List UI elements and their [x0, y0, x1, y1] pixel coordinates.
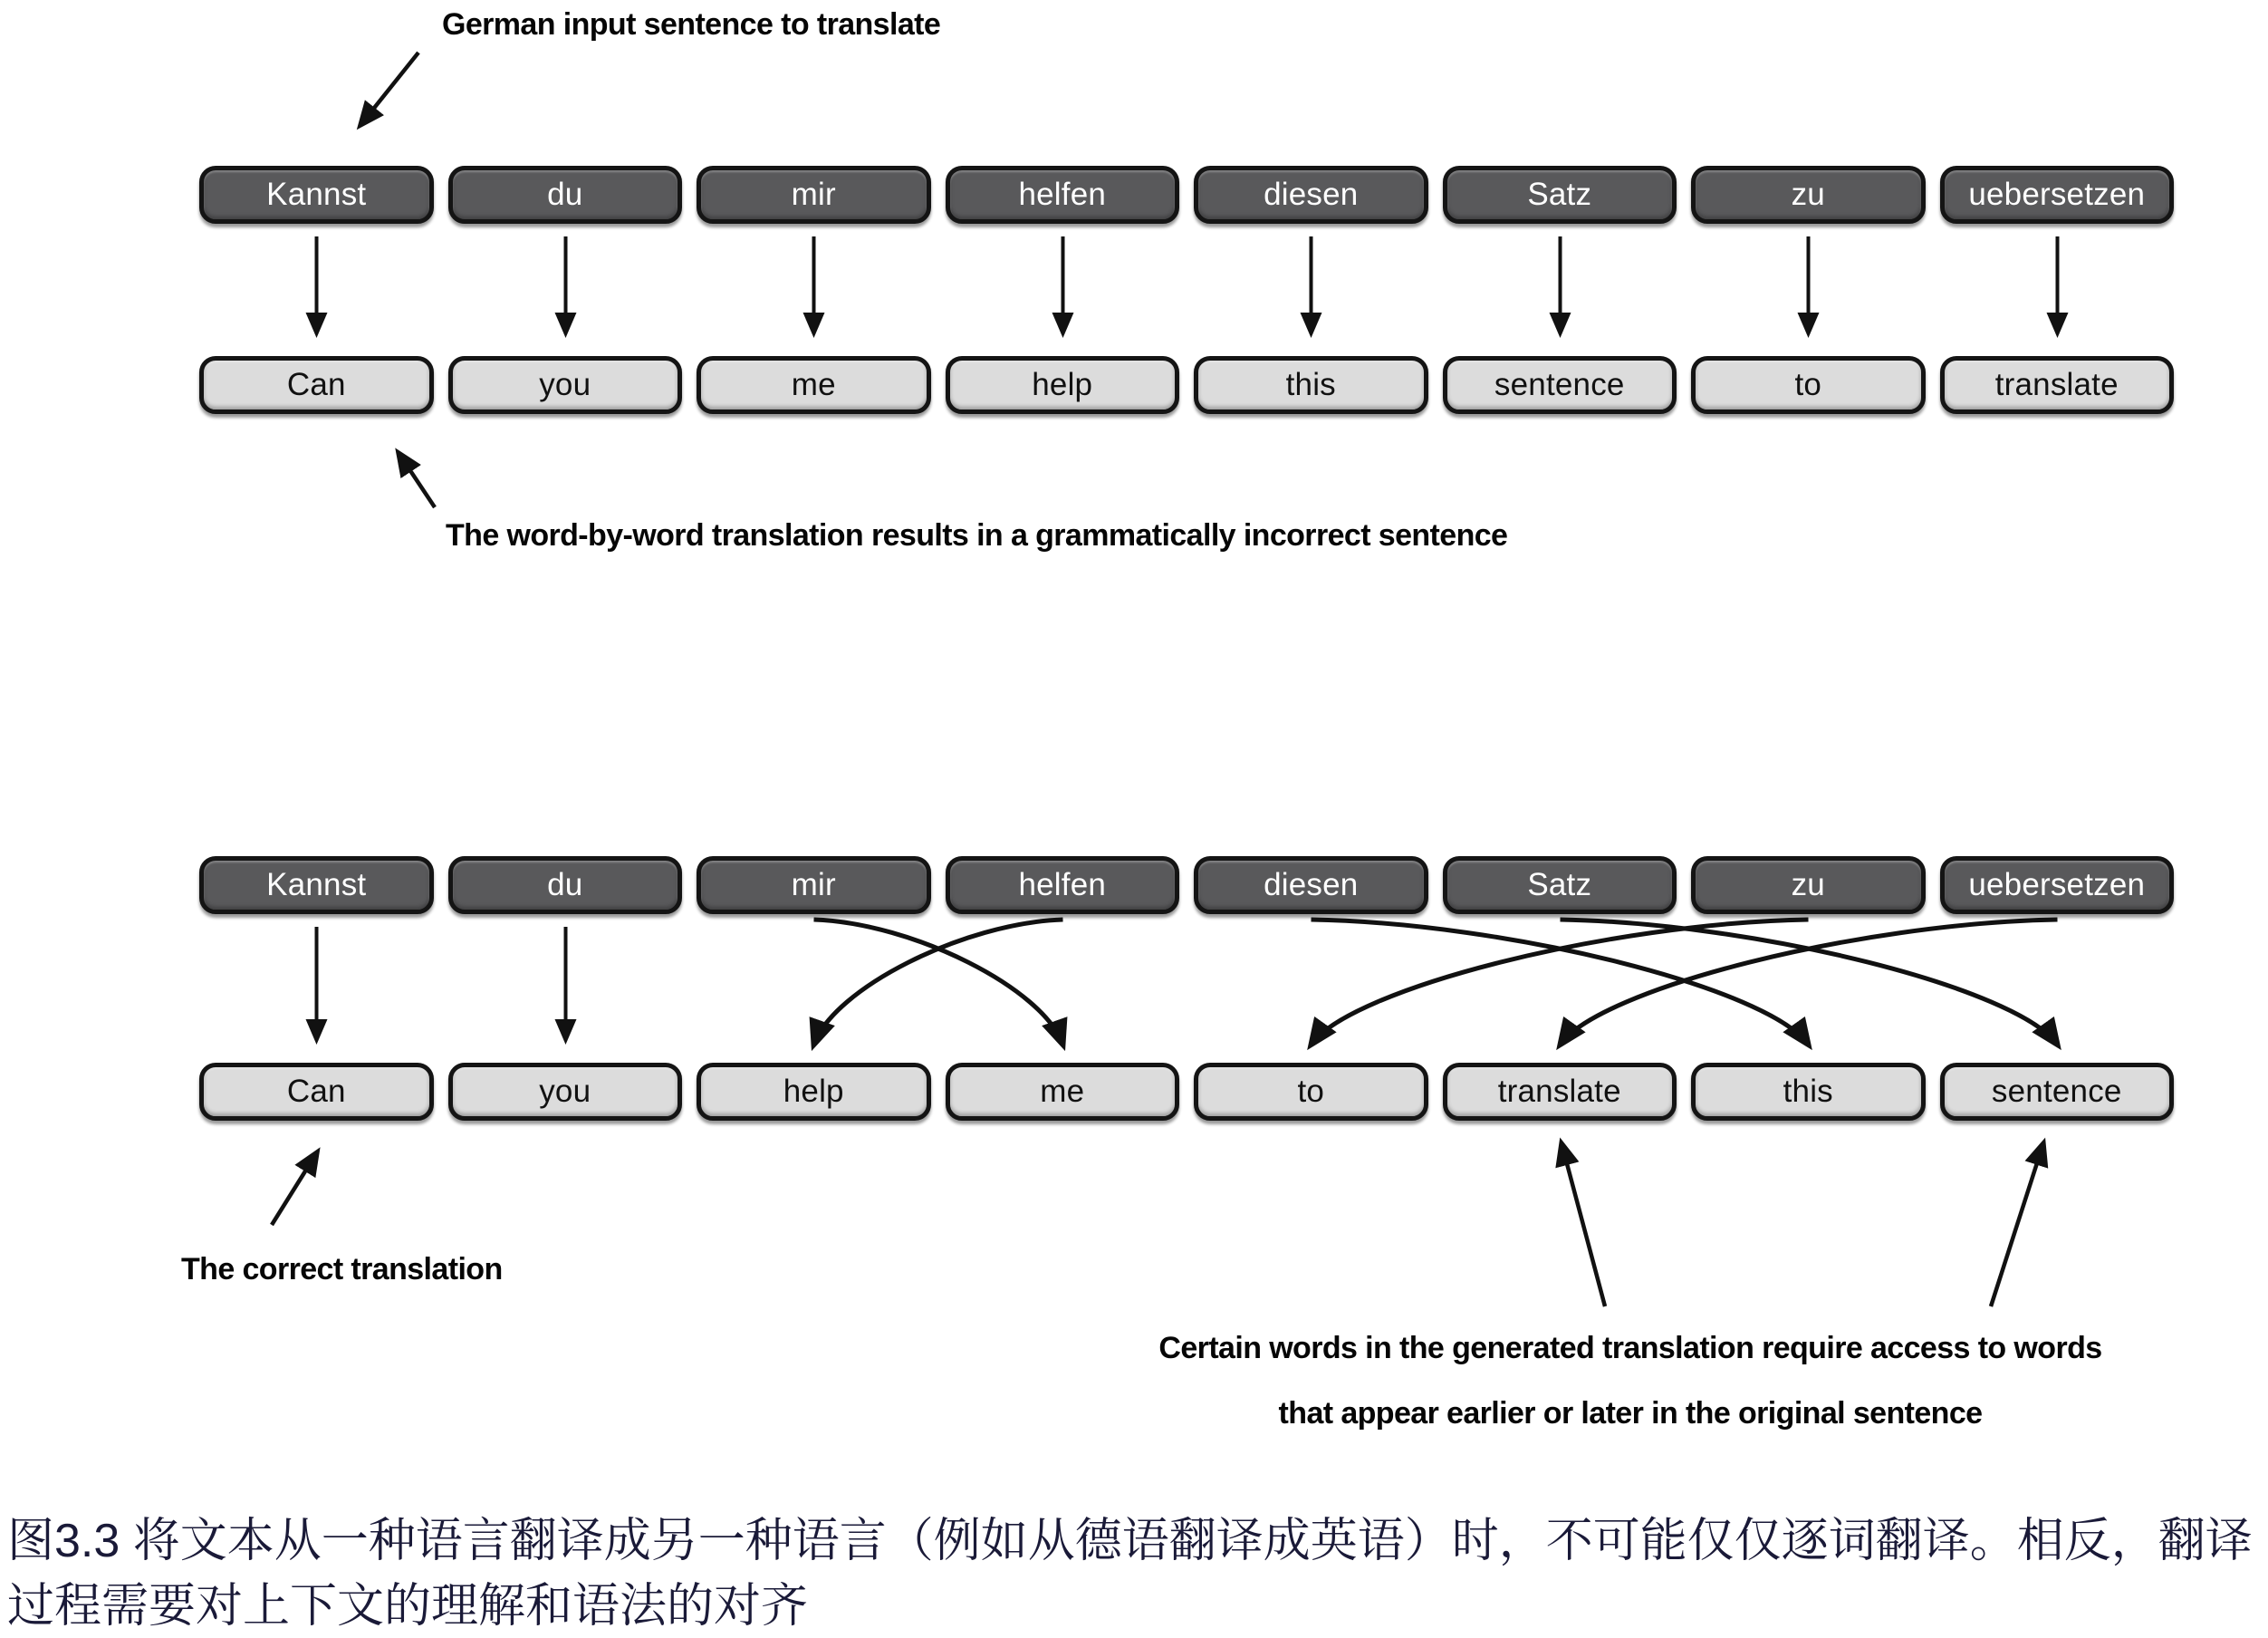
figure-caption — [7, 1508, 2263, 1638]
english-word-pill: help — [697, 1063, 931, 1121]
caption-line-1: 图3.3 将文本从一种语言翻译成另一种语言（例如从德语翻译成英语）时，不可能仅仅逐词翻译。相反，翻译 — [7, 1515, 2253, 1567]
annotation-pointer-arrow — [1562, 1143, 1605, 1306]
german-word-pill: zu — [1691, 856, 1926, 914]
alignment-arrow — [1312, 920, 1809, 1045]
german-word-row-bottom — [199, 856, 2174, 914]
annotation-pointer-arrow — [272, 1152, 317, 1225]
english-word-pill: Can — [199, 356, 434, 414]
german-word-pill: helfen — [946, 166, 1180, 224]
english-word-pill: sentence — [1940, 1063, 2175, 1121]
german-word-pill: Kannst — [199, 166, 434, 224]
german-word-pill: diesen — [1194, 166, 1428, 224]
german-word-pill: uebersetzen — [1940, 166, 2175, 224]
german-word-row-top — [199, 166, 2174, 224]
german-word-pill: Kannst — [199, 856, 434, 914]
english-word-pill: help — [946, 356, 1180, 414]
english-word-pill: translate — [1443, 1063, 1677, 1121]
english-word-pill: this — [1691, 1063, 1926, 1121]
alignment-arrows-word-by-word — [0, 224, 2268, 356]
annotation-pointer-arrow — [399, 453, 435, 507]
english-word-pill: me — [946, 1063, 1180, 1121]
alignment-arrow — [814, 920, 1063, 1045]
german-word-pill: uebersetzen — [1940, 856, 2175, 914]
annotation-pointer-arrow — [1991, 1143, 2043, 1306]
alignment-arrow — [1561, 920, 2058, 1045]
alignment-arrow — [1561, 920, 2058, 1045]
english-word-pill: this — [1194, 356, 1428, 414]
english-word-pill: you — [448, 356, 683, 414]
annotation-pointer-arrow — [360, 53, 418, 125]
caption-line-2: 过程需要对上下文的理解和语法的对齐 — [7, 1580, 809, 1633]
alignment-arrow — [814, 920, 1063, 1045]
english-word-pill: sentence — [1443, 356, 1677, 414]
english-word-pill: you — [448, 1063, 683, 1121]
german-word-pill: du — [448, 166, 683, 224]
annotation-word-by-word: The word-by-word translation results in a grammatically incorrect sentence — [446, 518, 1508, 553]
english-word-pill: to — [1691, 356, 1926, 414]
german-word-pill: du — [448, 856, 683, 914]
annotation-german-input: German input sentence to translate — [442, 7, 941, 42]
german-word-pill: zu — [1691, 166, 1926, 224]
annotation-context-line1: Certain words in the generated translation require access to words — [1158, 1331, 2102, 1365]
english-word-pill: translate — [1940, 356, 2175, 414]
german-word-pill: diesen — [1194, 856, 1428, 914]
english-word-row-correct — [199, 1063, 2174, 1121]
alignment-arrow — [1312, 920, 1809, 1045]
english-word-pill: Can — [199, 1063, 434, 1121]
english-word-row-word-by-word — [199, 356, 2174, 414]
annotation-context — [992, 1315, 2268, 1446]
german-word-pill: helfen — [946, 856, 1180, 914]
annotation-correct-translation: The correct translation — [181, 1252, 503, 1286]
english-word-pill: me — [697, 356, 931, 414]
german-word-pill: Satz — [1443, 166, 1677, 224]
german-word-pill: Satz — [1443, 856, 1677, 914]
alignment-arrows-correct — [0, 914, 2268, 1063]
german-word-pill: mir — [697, 856, 931, 914]
german-word-pill: mir — [697, 166, 931, 224]
annotation-context-line2: that appear earlier or later in the original sentence — [1278, 1396, 1983, 1431]
english-word-pill: to — [1194, 1063, 1428, 1121]
